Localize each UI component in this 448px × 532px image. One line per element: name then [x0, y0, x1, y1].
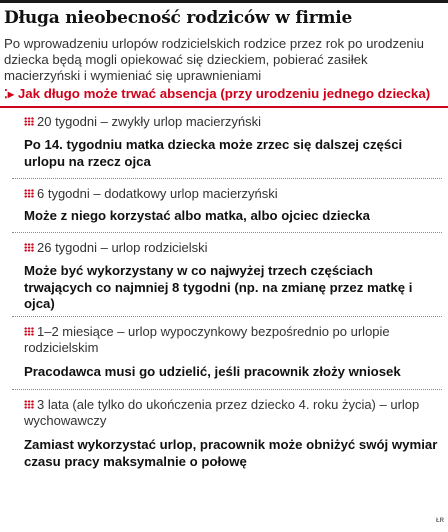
dot-grid-icon	[24, 327, 34, 336]
dot-grid-icon	[24, 400, 34, 409]
red-divider	[0, 106, 448, 108]
article-title: Długa nieobecność rodziców w firmie	[4, 8, 353, 28]
dotted-separator	[12, 232, 442, 233]
section-subheading	[4, 86, 430, 101]
dot-grid-icon	[24, 117, 34, 126]
credit-mark: ŁR	[436, 518, 444, 524]
list-item-description: Po 14. tygodniu matka dziecka może zrzec się dalszej części urlopu na rzecz ojca	[24, 137, 403, 169]
dot-grid-icon	[24, 243, 34, 252]
list-item-title: 6 tygodni – dodatkowy urlop macierzyński	[24, 186, 278, 202]
chevron-right-icon: ⁚▸	[4, 87, 14, 101]
list-item-description: Może być wykorzystany w co najwyżej trzech częściach trwających co najmniej 8 tygodni (np. na zmianę przez matkę i ojca)	[24, 263, 413, 311]
list-item-description: Pracodawca musi go udzielić, jeśli pracownik złoży wniosek	[24, 364, 401, 379]
lead-paragraph: Po wprowadzeniu urlopów rodzicielskich rodzice przez rok po urodzeniu dziecka będą mogli opiekować się dzieckiem, pobierać zasiłek macierzyński i wymieniać się uprawnieniami	[4, 36, 425, 83]
dotted-separator	[12, 178, 442, 179]
dot-grid-icon	[24, 189, 34, 198]
list-item-description: Może z niego korzystać albo matka, albo ojciec dziecka	[24, 208, 370, 223]
list-item-title: 3 lata (ale tylko do ukończenia przez dziecko 4. roku życia) – urlop wychowawczy	[24, 397, 420, 428]
list-item-description: Zamiast wykorzystać urlop, pracownik może obniżyć swój wymiar czasu pracy maksymalnie o połowę	[24, 437, 438, 469]
dotted-separator	[12, 316, 442, 317]
subheading-text: Jak długo może trwać absencja (przy urodzeniu jednego dziecka)	[17, 86, 431, 101]
dotted-separator	[12, 389, 442, 390]
list-item-title: 20 tygodni – zwykły urlop macierzyński	[24, 114, 261, 130]
top-rule	[0, 0, 448, 3]
list-item-title: 1–2 miesiące – urlop wypoczynkowy bezpośrednio po urlopie rodzicielskim	[24, 324, 390, 355]
list-item-title: 26 tygodni – urlop rodzicielski	[24, 240, 208, 256]
